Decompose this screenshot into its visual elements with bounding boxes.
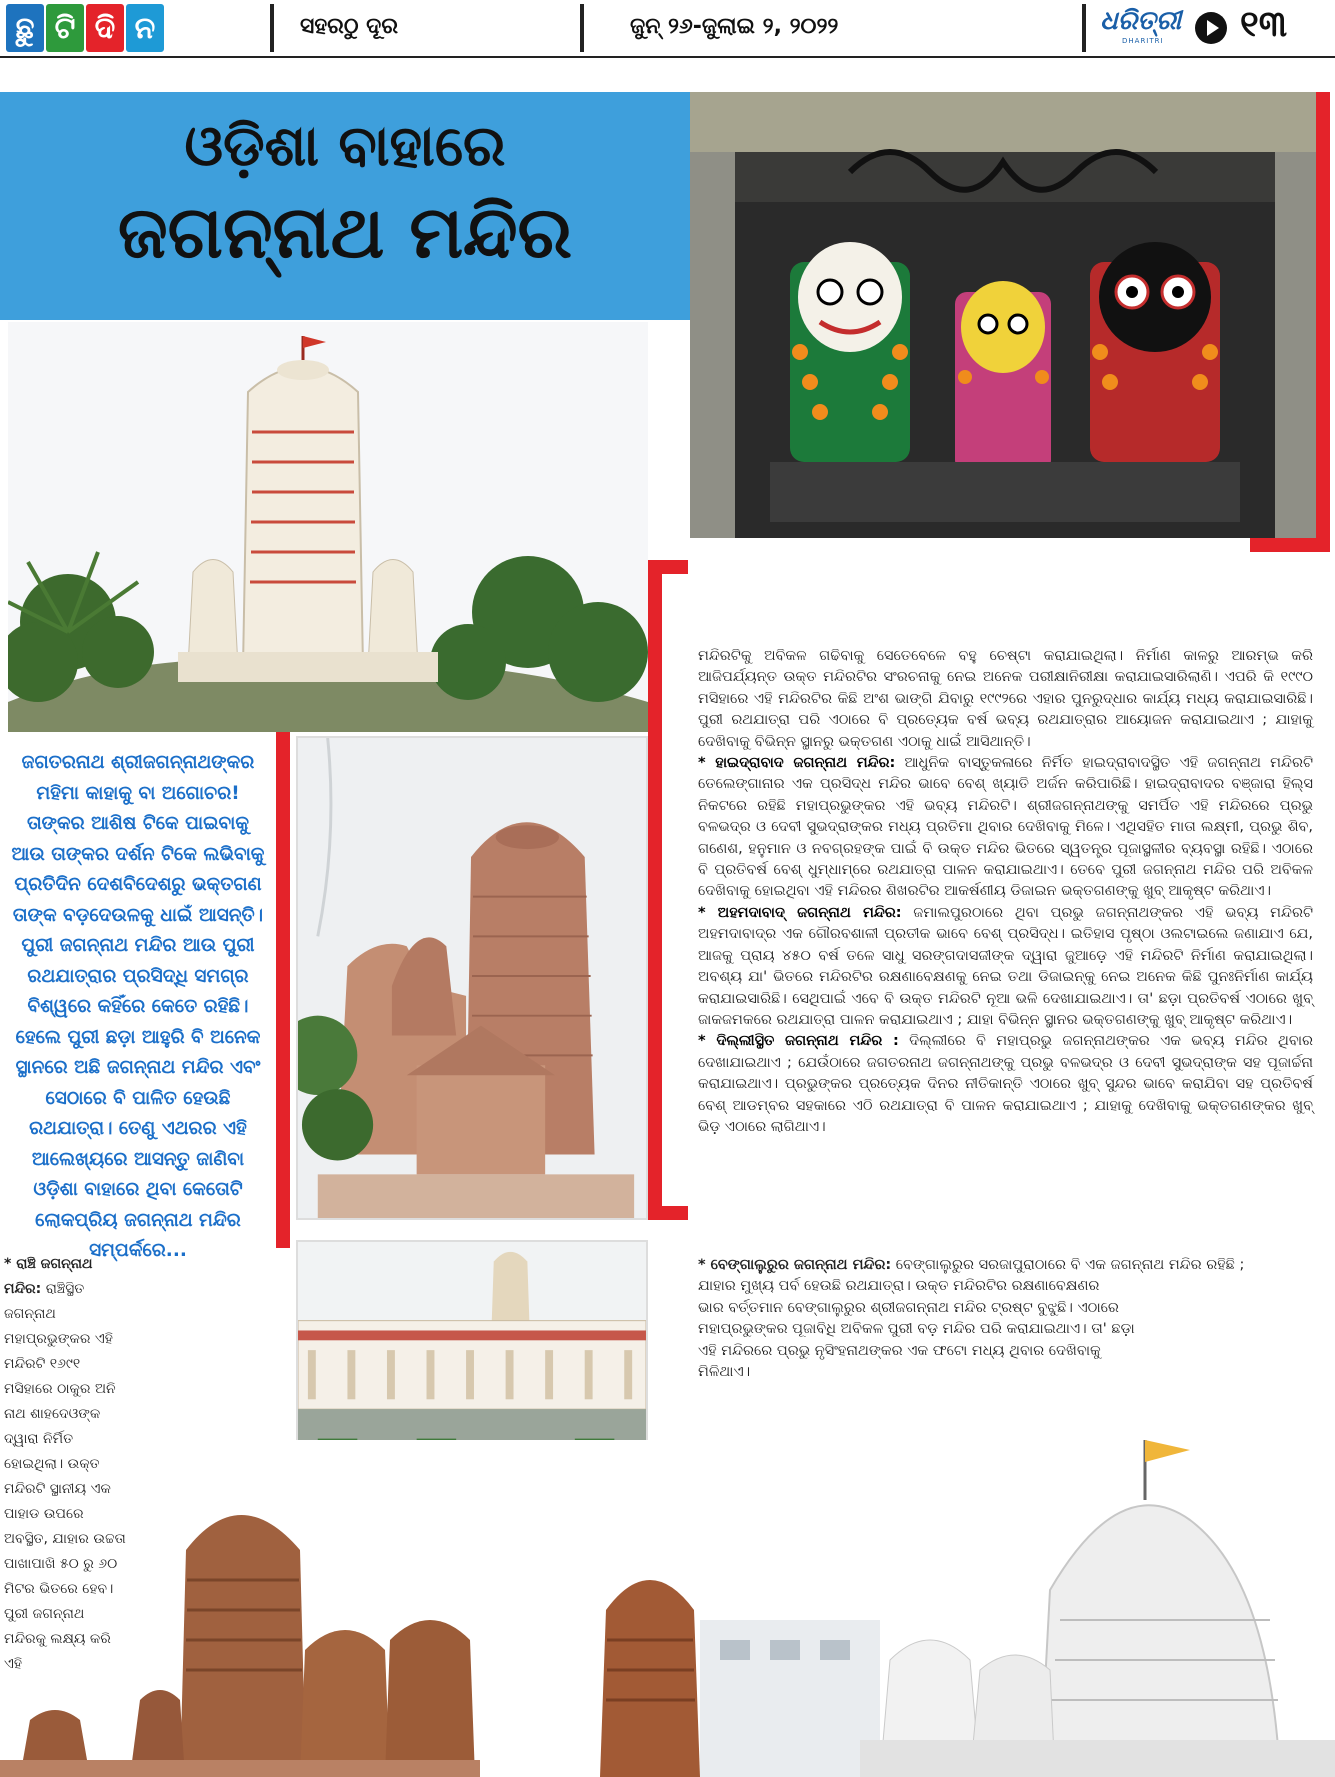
red-frame bbox=[648, 1206, 688, 1220]
photo-hyderabad-temple bbox=[8, 322, 648, 732]
brand-letter: ଦି bbox=[86, 4, 124, 52]
page-header bbox=[0, 0, 1335, 58]
brand-letter: ଛୁ bbox=[6, 4, 44, 52]
newspaper-sub: DHARITRI bbox=[1122, 37, 1164, 45]
ranchi-continued: ମନ୍ଦିରଟିକୁ ଅବିକଳ ଗଢିବାକୁ ସେତେବେଳେ ବହୁ ଚେଷ୍ଟା କରାଯାଇଥିଲା। ନିର୍ମାଣ କାଳରୁ ଆରମ୍ଭ କରି ଆଜିପର୍ଯ୍ୟନ୍ତ ଉକ୍ତ ମନ୍ଦିରଟିର ସଂରଚନାକୁ ନେଇ ଅନେକ ପରୀକ୍ଷାନିରୀକ୍ଷା କରାଯାଇସାରିଲାଣି। ଏପରି କି ୧୯୯୦ ମସିହାରେ ଏହି ମନ୍ଦିରଟିର କିଛି ଅଂଶ ଭାଙ୍ଗି ଯିବାରୁ ୧୯୯୨ରେ ଏହାର ପୁନରୁଦ୍ଧାର କାର୍ଯ୍ୟ ମଧ୍ୟ କରାଯାଇସାରିଛି। ପୁରୀ ରଥଯାତ୍ରା ପରି ଏଠାରେ ବି ପ୍ରତ୍ୟେକ ବର୍ଷ ଭବ୍ୟ ରଥଯାତ୍ରାର ଆୟୋଜନ କରାଯାଇଥାଏ ; ଯାହାକୁ ଦେଖିବାକୁ ବିଭିନ୍ନ ସ୍ଥାନରୁ ଭକ୍ତଗଣ ଏଠାକୁ ଧାଇଁ ଆସିଥାନ୍ତି। bbox=[698, 648, 1313, 750]
ahmedabad-section bbox=[698, 903, 1313, 1031]
intro-paragraph: ଜଗତରନାଥ ଶ୍ରୀଜଗନ୍ନାଥଙ୍କର ମହିମା କାହାକୁ ବା ଅଗୋଚର! ତାଙ୍କର ଆଶିଷ ଟିକେ ପାଇବାକୁ ଆଉ ତାଙ୍କର ଦର୍ଶନ ଟିକେ ଲଭିବାକୁ ପ୍ରତିଦିନ ଦେଶବିଦେଶରୁ ଭକ୍ତଗଣ ତାଙ୍କ ବଡ଼ଦେଉଳକୁ ଧାଇଁ ଆସନ୍ତି। ପୁରୀ ଜଗନ୍ନାଥ ମନ୍ଦିର ଆଉ ପୁରୀ ରଥଯାତ୍ରାର ପ୍ରସିଦ୍ଧି ସମଗ୍ର ବିଶ୍ୱରେ କହିଁରେ କେତେ ରହିଛି। ହେଲେ ପୁରୀ ଛଡ଼ା ଆହୁରି ବି ଅନେକ ସ୍ଥାନରେ ଅଛି ଜଗନ୍ନାଥ ମନ୍ଦିର ଏବଂ ସେଠାରେ ବି ପାଳିତ ହେଉଛି ରଥଯାତ୍ରା। ତେଣୁ ଏଥରର ଏହି ଆଲେଖ୍ୟରେ ଆସନ୍ତୁ ଜାଣିବା ଓଡ଼ିଶା ବାହାରେ ଥିବା କେତୋଟି ଲୋକପ୍ରିୟ ଜଗନ୍ନାଥ ମନ୍ଦିର ସମ୍ପର୍କରେ... bbox=[11, 752, 265, 1261]
delhi-body: ଦିଲ୍ଲୀରେ ବି ମହାପ୍ରଭୁ ଜଗନ୍ନାଥଙ୍କର ଏକ ଭବ୍ୟ ମନ୍ଦିର ଥିବାର ଦେଖାଯାଇଥାଏ ; ଯେଉଁଠାରେ ଜଗତରନାଥ ଜଗନ୍ନାଥଙ୍କୁ ପ୍ରଭୁ ବଳଭଦ୍ର ଓ ଦେବୀ ସୁଭଦ୍ରାଙ୍କ ସହ ପୂଜାର୍ଚ୍ଚନା କରାଯାଇଥାଏ। ପ୍ରଭୁଙ୍କର ପ୍ରତ୍ୟେକ ଦିନର ନୀତିକାନ୍ତି ଏଠାରେ ଖୁବ୍ ସୁନ୍ଦର ଭାବେ କରାଯିବା ସହ ପ୍ରତିବର୍ଷ ବେଶ୍ ଆଡମ୍ବର ସହକାରେ ଏଠି ରଥଯାତ୍ରା ବି ପାଳନ କରାଯାଇଥାଏ ; ଯାହାକୁ ଦେଖିବାକୁ ଭକ୍ତଗଣଙ୍କର ଖୁବ୍ ଭିଡ଼ ଏଠାରେ ଲାଗିଥାଏ। bbox=[698, 1033, 1314, 1135]
photo-ahmedabad-temple bbox=[296, 736, 648, 1220]
headline-line-1: ଓଡ଼ିଶା ବାହାରେ bbox=[184, 114, 506, 179]
ranchi-body: ରାଞ୍ଚିସ୍ଥିତ ଜଗନ୍ନାଥ ମହାପ୍ରଭୁଙ୍କର ଏହି ମନ୍ଦିରଟି ୧୬୯୧ ମସିହାରେ ଠାକୁର ଅନି ନାଥ ଶାହଦେଓଙ୍କ ଦ୍ୱାରା ନିର୍ମିତ ହୋଇଥିଲା। ଉକ୍ତ ମନ୍ଦିରଟି ସ୍ଥାନୀୟ ଏକ ପାହାଡ ଉପରେ ଅବସ୍ଥିତ, ଯାହାର ଉଚ୍ଚତା ପାଖାପାଖି ୫୦ ରୁ ୬୦ ମିଟର ଭିତରେ ହେବ। ପୁରୀ ଜଗନ୍ନାଥ ମନ୍ଦିରକୁ ଲକ୍ଷ୍ୟ କରି ଏହି bbox=[4, 1281, 126, 1672]
delhi-section bbox=[698, 1031, 1313, 1138]
bengaluru-body-2: ଯାହାର ମୁଖ୍ୟ ପର୍ବ ହେଉଛି ରଥଯାତ୍ରା। ଉକ୍ତ ମନ୍ଦିରଟିର ରକ୍ଷଣାବେକ୍ଷଣର bbox=[698, 1278, 1100, 1295]
section-title: ସହରଠୁ ଦୂର bbox=[300, 14, 398, 39]
hyderabad-heading: * ହାଇଦ୍ରାବାଦ ଜଗନ୍ନାଥ ମନ୍ଦିର: bbox=[698, 755, 896, 772]
ranchi-heading: * ରାଞ୍ଚି ଜଗନ୍ନାଥ ମନ୍ଦିର: bbox=[4, 1256, 93, 1297]
page-number: ୧୩ bbox=[1240, 4, 1288, 45]
header-divider bbox=[1082, 4, 1086, 52]
red-frame bbox=[276, 728, 290, 1248]
red-frame bbox=[1250, 538, 1330, 552]
section-brand-logo bbox=[6, 4, 166, 54]
photo-trinity-idols bbox=[690, 92, 1316, 538]
bengaluru-body-1: ବେଙ୍ଗାଲୁରୁର ସରଜାପୁରାଠାରେ ବି ଏକ ଜଗନ୍ନାଥ ମନ୍ଦିର ରହିଛି ; bbox=[895, 1257, 1245, 1273]
newspaper-name: ଧରିତ୍ରୀ bbox=[1100, 6, 1182, 36]
red-frame bbox=[1316, 92, 1330, 552]
header-divider bbox=[270, 4, 274, 52]
brand-letter: ଟି bbox=[46, 4, 84, 52]
ahmedabad-body: ଜମାଲପୁରଠାରେ ଥିବା ପ୍ରଭୁ ଜଗନ୍ନାଥଙ୍କର ଏହି ଭବ୍ୟ ମନ୍ଦିରଟି ଅହମଦାବାଦ୍‌ର ଏକ ଗୌରବଶାଳୀ ପ୍ରତୀକ ଭାବେ ବେଶ୍ ପ୍ରସିଦ୍ଧ। ଇତିହାସ ପୃଷ୍ଠା ଓଲଟାଇଲେ ଜଣାଯାଏ ଯେ, ଆଜକୁ ପ୍ରାୟ ୪୫୦ ବର୍ଷ ତଳେ ସାଧୁ ସରଙ୍ଗଦାସଜୀଙ୍କ ଦ୍ୱାରା ଜୁଆଡ଼େ ଏହି ମନ୍ଦିରଟି ନିର୍ମାଣ କରାଯାଇଥିଲା। ଅବଶ୍ୟ ଯା' ଭିତରେ ମନ୍ଦିରଟିର ରକ୍ଷଣାବେକ୍ଷଣକୁ ନେଇ ତଥା ଡିଜାଇନ୍‌କୁ ନେଇ ଅନେକ କିଛି ପୁନଃନିର୍ମାଣ କାର୍ଯ୍ୟ କରାଯାଇସାରିଛି। ସେଥିପାଇଁ ଏବେ ବି ଉକ୍ତ ମନ୍ଦିରଟି ନୂଆ ଭଳି ଦେଖାଯାଇଥାଏ। ତା' ଛଡ଼ା ପ୍ରତିବର୍ଷ ଏଠାରେ ଖୁବ୍ ଜାକଜମକରେ ରଥଯାତ୍ରା ପାଳନ କରାଯାଇଥାଏ ; ଯାହା ବିଭିନ୍ନ ସ୍ଥାନର ଭକ୍ତଗଣଙ୍କୁ ଖୁବ୍ ଆକୃଷ୍ଟ କରିଥାଏ। bbox=[698, 904, 1314, 1028]
red-frame bbox=[648, 560, 688, 574]
delhi-heading: * ଦିଲ୍ଲୀସ୍ଥିତ ଜଗନ୍ନାଥ ମନ୍ଦିର : bbox=[698, 1033, 899, 1050]
brand-letter: ନ bbox=[126, 4, 164, 52]
headline bbox=[0, 92, 690, 276]
hyderabad-section bbox=[698, 753, 1313, 903]
header-divider bbox=[580, 4, 584, 52]
headline-line-2: ଜଗନ୍ନାଥ ମନ୍ଦିର bbox=[117, 190, 573, 274]
newspaper-logo bbox=[1100, 6, 1182, 48]
red-frame bbox=[648, 560, 662, 1220]
main-article-column bbox=[698, 646, 1313, 1138]
play-icon bbox=[1195, 12, 1227, 44]
issue-date: ଜୁନ୍ ୨୬-ଜୁଲାଇ ୨, ୨୦୨୨ bbox=[630, 14, 839, 39]
ahmedabad-heading: * ଅହମଦାବାଦ୍ ଜଗନ୍ନାଥ ମନ୍ଦିର: bbox=[698, 904, 902, 921]
bengaluru-body-3: ଭାର ବର୍ତ୍ତମାନ ବେଙ୍ଗାଲୁରୁର ଶ୍ରୀଜଗନ୍ନାଥ ମନ୍ଦିର ଟ୍ରଷ୍ଟ ବୁଝୁଛି। ଏଠାରେ ମହାପ୍ରଭୁଙ୍କର ପୂଜାବିଧି ଅବିକଳ ପୁରୀ ବଡ଼ ମନ୍ଦିର ପରି କରାଯାଇଥାଏ। ତା' ଛଡ଼ା ଏହି ମନ୍ଦିରରେ ପ୍ରଭୁ ନୃସିଂହନାଥଙ୍କର ଏକ ଫଟୋ ମଧ୍ୟ ଥିବାର ଦେଖିବାକୁ ମିଳିଥାଏ। bbox=[698, 1299, 1135, 1381]
photo-temple-collage bbox=[0, 1440, 1335, 1777]
bengaluru-section bbox=[698, 1255, 1313, 1383]
ranchi-section bbox=[4, 1252, 126, 1677]
hyderabad-body: ଆଧୁନିକ ବାସ୍ତୁକଳାରେ ନିର୍ମିତ ହାଇଦ୍ରାବାଦସ୍ଥିତ ଏହି ଜଗନ୍ନାଥ ମନ୍ଦିରଟି ତେଲେଙ୍ଗାନାର ଏକ ପ୍ରସିଦ୍ଧ ମନ୍ଦିର ଭାବେ ବେଶ୍ ଖ୍ୟାତି ଅର୍ଜନ କରିପାରିଛି। ହାଇଦ୍ରାବାଦର ବଞ୍ଜାରା ହିଲ୍ସ ନିକଟରେ ରହିଛି ମହାପ୍ରଭୁଙ୍କର ଏହି ଭବ୍ୟ ମନ୍ଦିରଟି। ଶ୍ରୀଜଗନ୍ନାଥଙ୍କୁ ସମର୍ପିତ ଏହି ମନ୍ଦିରରେ ପ୍ରଭୁ ବଳଭଦ୍ର ଓ ଦେବୀ ସୁଭଦ୍ରାଙ୍କର ମଧ୍ୟ ପ୍ରତିମା ଥିବାର ଦେଖିବାକୁ ମିଳେ। ଏଥିସହିତ ମାତା ଲକ୍ଷ୍ମୀ, ପ୍ରଭୁ ଶିବ, ଗଣେଶ, ହନୁମାନ ଓ ନବଗ୍ରହଙ୍କ ପାଇଁ ବି ଉକ୍ତ ମନ୍ଦିର ଭିତରେ ସ୍ୱତନ୍ତ୍ର ପୂଜାସ୍ଥଳୀର ବ୍ୟବସ୍ଥା ରହିଛି। ଏଠାରେ ବି ପ୍ରତିବର୍ଷ ବେଶ୍ ଧୁମ୍‌ଧାମ୍‌ରେ ରଥଯାତ୍ରା ପାଳନ କରାଯାଇଥାଏ। ତେବେ ପୁରୀ ଜଗନ୍ନାଥ ମନ୍ଦିର ପରି ଅବିକଳ ଦେଖିବାକୁ ହୋଇଥିବା ଏହି ମନ୍ଦିରର ଶିଖରଟିର ଆକର୍ଷଣୀୟ ଡିଜାଇନ ଭକ୍ତଗଣଙ୍କୁ ଖୁବ୍ ଆକୃଷ୍ଟ କରିଥାଏ। bbox=[698, 755, 1313, 900]
bengaluru-line-1 bbox=[698, 1255, 1313, 1276]
bengaluru-heading: * ବେଙ୍ଗାଲୁରୁର ଜଗନ୍ନାଥ ମନ୍ଦିର: bbox=[698, 1257, 892, 1273]
